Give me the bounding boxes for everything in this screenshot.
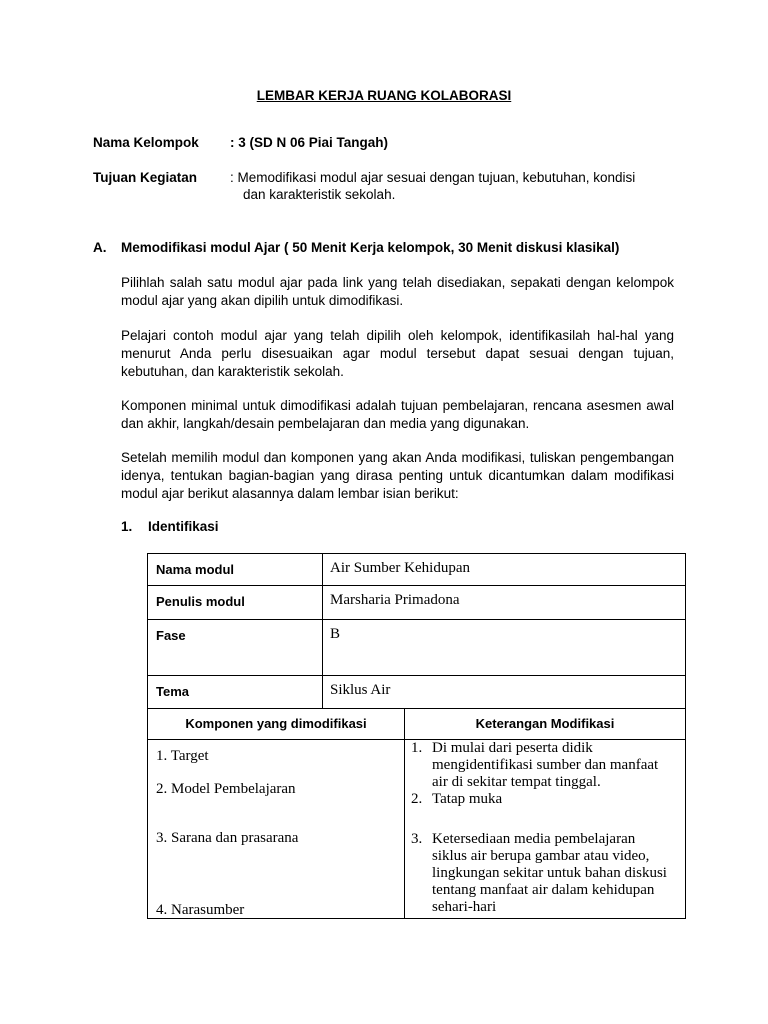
component-item: 4. Narasumber (156, 902, 245, 918)
note-line: Ketersediaan media pembelajaran (432, 831, 636, 847)
component-item: 3. Sarana dan prasarana (156, 830, 299, 846)
components-header: Komponen yang dimodifikasi (148, 709, 405, 740)
module-author-label: Penulis modul (148, 586, 323, 620)
group-label: Nama Kelompok (93, 135, 199, 150)
table-row (148, 554, 686, 586)
note-line: sehari-hari (432, 899, 497, 915)
notes-header: Keterangan Modifikasi (405, 709, 686, 740)
note-line: mengidentifikasi sumber dan manfaat (432, 757, 659, 773)
paragraph: Pelajari contoh modul ajar yang telah dipilih oleh kelompok, identifikasilah hal-hal yang menurut Anda perlu disesuaikan agar modul tersebut dapat sesuai dengan tujuan, kebutuhan, dan karakteristik sekolah. (121, 328, 674, 379)
paragraph: Setelah memilih modul dan komponen yang akan Anda modifikasi, tuliskan pengembangan idenya, tentukan bagian-bagian yang dirasa penting untuk dicantumkan dalam modifikasi modul ajar berikut alasannya dalam lembar isian berikut: (121, 450, 674, 501)
purpose-line-2: dan karakteristik sekolah. (243, 187, 396, 202)
note-number: 2. (411, 791, 423, 807)
table-header-row (148, 709, 686, 740)
paragraph: Komponen minimal untuk dimodifikasi adalah tujuan pembelajaran, rencana asesmen awal dan akhir, langkah/desain pembelajaran dan media yang digunakan. (121, 398, 674, 431)
component-item: 1. Target (156, 748, 209, 764)
purpose-line-1: : Memodifikasi modul ajar sesuai dengan tujuan, kebutuhan, kondisi (230, 170, 636, 185)
identification-table (147, 553, 686, 919)
note-line: lingkungan sekitar untuk bahan diskusi (432, 865, 667, 881)
subsection-title: Identifikasi (148, 519, 219, 534)
paragraph: Pilihlah salah satu modul ajar pada link yang telah disediakan, sepakati dengan kelompok modul ajar yang akan dipilih untuk dimodifikasi. (121, 275, 674, 308)
table-row (148, 676, 686, 709)
phase-label: Fase (148, 620, 323, 676)
note-line: Tatap muka (432, 791, 503, 807)
purpose-label: Tujuan Kegiatan (93, 170, 198, 185)
table-row (148, 740, 686, 919)
theme-value: Siklus Air (323, 676, 686, 709)
module-name-label: Nama modul (148, 554, 323, 586)
table-row (148, 620, 686, 676)
theme-label: Tema (148, 676, 323, 709)
component-item: 2. Model Pembelajaran (156, 781, 296, 797)
note-number: 1. (411, 740, 423, 756)
section-title: Memodifikasi modul Ajar ( 50 Menit Kerja kelompok, 30 Menit diskusi klasikal) (121, 240, 620, 255)
group-value: : 3 (SD N 06 Piai Tangah) (230, 135, 389, 150)
phase-value: B (323, 620, 686, 676)
notes-cell (405, 740, 686, 919)
note-line: siklus air berupa gambar atau video, (432, 848, 650, 864)
section-letter: A. (93, 240, 107, 255)
module-author-value: Marsharia Primadona (323, 586, 686, 620)
table-row (148, 586, 686, 620)
note-number: 3. (411, 831, 423, 847)
note-line: tentang manfaat air dalam kehidupan (432, 882, 655, 898)
note-line: air di sekitar tempat tinggal. (432, 774, 601, 790)
note-line: Di mulai dari peserta didik (432, 740, 593, 756)
module-name-value: Air Sumber Kehidupan (323, 554, 686, 586)
page-title: LEMBAR KERJA RUANG KOLABORASI (256, 88, 512, 103)
subsection-number: 1. (121, 519, 133, 534)
components-cell (148, 740, 405, 919)
